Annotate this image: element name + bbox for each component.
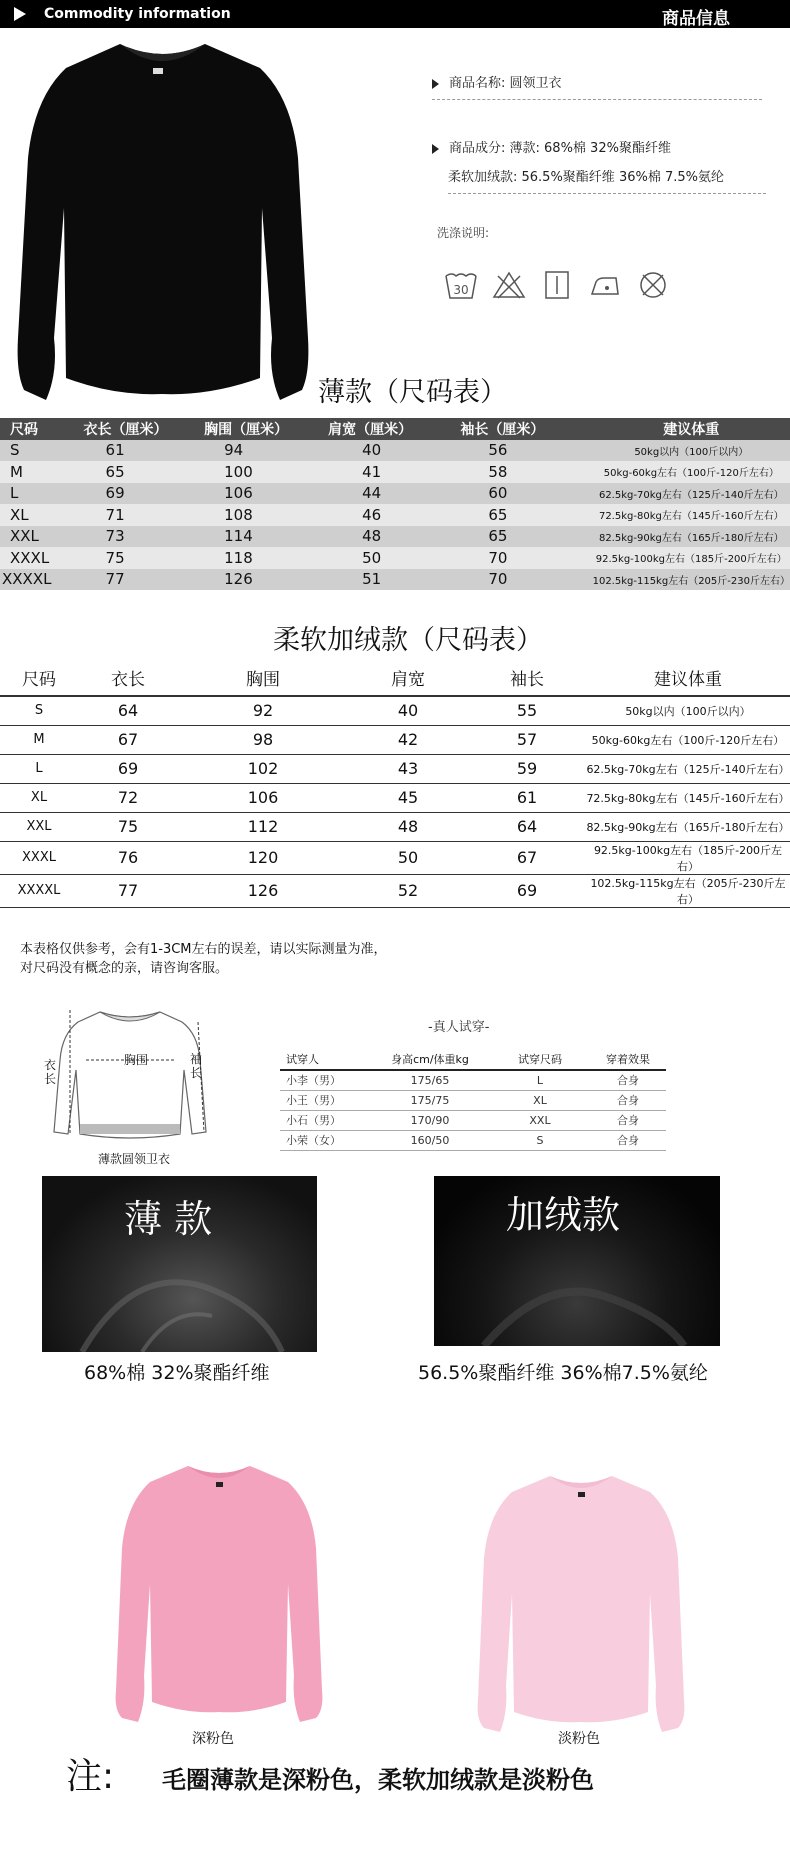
diagram-chest-label: 胸围 [124, 1053, 149, 1067]
fleece-fabric-image [434, 1176, 720, 1346]
disclaimer-line-1: 本表格仅供参考，会有1-3CM左右的误差，请以实际测量为准， [20, 942, 387, 957]
cell: 40 [348, 696, 468, 725]
cell: 50kg以内（100斤以内） [583, 440, 790, 462]
cell: 合身 [590, 1090, 666, 1110]
cell: 43 [348, 754, 468, 783]
cell: 55 [468, 696, 586, 725]
thin-fabric-title: 薄 款 [124, 1197, 213, 1241]
table-row [0, 754, 790, 783]
cell: 69 [74, 483, 195, 505]
cell: 102 [178, 754, 348, 783]
cell: 67 [78, 725, 178, 754]
cell: 50 [348, 841, 468, 874]
th-sleeve: 袖长（厘米） [450, 418, 582, 440]
no-dryclean-icon [636, 270, 670, 300]
cell: 72.5kg-80kg左右（145斤-160斤左右） [586, 783, 790, 812]
cell: 小李（男） [280, 1070, 370, 1090]
cell: 40 [318, 440, 450, 462]
fleece-header-row [0, 660, 790, 696]
th-person: 试穿人 [280, 1048, 370, 1070]
cell: 50kg-60kg左右（100斤-120斤左右） [583, 461, 790, 483]
thin-fabric-desc: 68%棉 32%聚酯纤维 [84, 1362, 270, 1384]
thin-header-row [0, 418, 790, 440]
fit-table [280, 1048, 666, 1151]
table-row [0, 547, 790, 569]
cell: 46 [318, 504, 450, 526]
cell: 72 [78, 783, 178, 812]
cell: XXXL [0, 547, 74, 569]
table-row [0, 526, 790, 548]
cell: 92 [178, 696, 348, 725]
cell: 合身 [590, 1110, 666, 1130]
cell: 61 [74, 440, 195, 462]
th-length: 衣长（厘米） [74, 418, 195, 440]
cell: 120 [178, 841, 348, 874]
cell: 77 [78, 874, 178, 907]
table-row [280, 1090, 666, 1110]
product-composition [432, 137, 671, 156]
wash-label: 洗涤说明: [437, 226, 490, 240]
th-chest: 胸围（厘米） [194, 418, 318, 440]
table-row [0, 812, 790, 841]
wash-temp-label: 30 [453, 283, 469, 297]
cell: 58 [450, 461, 582, 483]
th-weight: 建议体重 [583, 418, 790, 440]
product-name-text: 商品名称: 圆领卫衣 [449, 76, 562, 91]
play-triangle-icon [14, 7, 26, 21]
table-row [280, 1110, 666, 1130]
cell: S [0, 440, 74, 462]
cell: 100 [194, 461, 318, 483]
header-title-en: Commodity information [44, 6, 231, 22]
cell: 65 [450, 504, 582, 526]
cell: L [0, 483, 74, 505]
table-row [0, 461, 790, 483]
cell: 小王（男） [280, 1090, 370, 1110]
th-size: 试穿尺码 [490, 1048, 590, 1070]
th-height-weight: 身高cm/体重kg [370, 1048, 490, 1070]
cell: 114 [194, 526, 318, 548]
cell: 65 [74, 461, 195, 483]
measurement-diagram [50, 1000, 210, 1150]
cell: S [0, 696, 78, 725]
cell: 98 [178, 725, 348, 754]
cell: 92.5kg-100kg左右（185斤-200斤左右） [586, 841, 790, 874]
product-name [432, 72, 762, 100]
table-row [0, 440, 790, 462]
cell: S [490, 1130, 590, 1150]
th-shoulder: 肩宽（厘米） [318, 418, 450, 440]
cell: 合身 [590, 1130, 666, 1150]
cell: 106 [194, 483, 318, 505]
cell: XXXXL [0, 569, 74, 591]
cell: 70 [450, 547, 582, 569]
th-weight: 建议体重 [586, 660, 790, 696]
cell: 50 [318, 547, 450, 569]
cell: XXL [0, 526, 74, 548]
cell: L [490, 1070, 590, 1090]
cell: XL [490, 1090, 590, 1110]
fleece-size-table [0, 660, 790, 908]
thin-size-table [0, 418, 790, 590]
th-length: 衣长 [78, 660, 178, 696]
fleece-fabric-desc: 56.5%聚酯纤维 36%棉7.5%氨纶 [418, 1362, 708, 1384]
cell: 160/50 [370, 1130, 490, 1150]
table-row [0, 696, 790, 725]
table-row [0, 504, 790, 526]
cell: 112 [178, 812, 348, 841]
light-pink-sweatshirt-image [474, 1472, 688, 1734]
diagram-sleeve-label: 袖长 [190, 1052, 203, 1080]
fleece-fabric-title: 加绒款 [506, 1193, 621, 1237]
cell: 76 [78, 841, 178, 874]
composition-text: 商品成分: 薄款: 68%棉 32%聚酯纤维 [449, 141, 671, 156]
cell: M [0, 461, 74, 483]
thin-fabric-image [42, 1176, 317, 1352]
iron-low-icon [588, 270, 622, 300]
table-row [280, 1070, 666, 1090]
cell: M [0, 725, 78, 754]
cell: 52 [348, 874, 468, 907]
table-row [280, 1130, 666, 1150]
cell: 170/90 [370, 1110, 490, 1130]
black-sweatshirt-image [10, 38, 315, 408]
cell: 64 [78, 696, 178, 725]
disclaimer-line-2: 对尺码没有概念的亲，请咨询客服。 [20, 961, 229, 976]
thin-size-title: 薄款（尺码表） [318, 377, 507, 408]
cell: 102.5kg-115kg左右（205斤-230斤左右） [583, 569, 790, 591]
note-prefix: 注: [66, 1756, 115, 1797]
light-pink-label: 淡粉色 [558, 1731, 600, 1747]
fit-title: -真人试穿- [428, 1020, 490, 1035]
no-bleach-icon [492, 270, 526, 300]
cell: 69 [468, 874, 586, 907]
cell: XXL [490, 1110, 590, 1130]
cell: 82.5kg-90kg左右（165斤-180斤左右） [586, 812, 790, 841]
cell: 62.5kg-70kg左右（125斤-140斤左右） [586, 754, 790, 783]
diagram-caption: 薄款圆领卫衣 [98, 1152, 171, 1166]
cell: 175/65 [370, 1070, 490, 1090]
cell: 118 [194, 547, 318, 569]
cell: 175/75 [370, 1090, 490, 1110]
cell: 106 [178, 783, 348, 812]
th-size: 尺码 [0, 418, 74, 440]
cell: 65 [450, 526, 582, 548]
cell: 小石（男） [280, 1110, 370, 1130]
product-composition-2: 柔软加绒款: 56.5%聚酯纤维 36%棉 7.5%氨纶 [448, 166, 766, 194]
cell: 64 [468, 812, 586, 841]
cell: 57 [468, 725, 586, 754]
cell: 72.5kg-80kg左右（145斤-160斤左右） [583, 504, 790, 526]
disclaimer [20, 940, 387, 978]
cell: 42 [348, 725, 468, 754]
cell: 44 [318, 483, 450, 505]
hang-dry-icon [540, 270, 574, 300]
cell: XL [0, 783, 78, 812]
table-row [0, 725, 790, 754]
cell: 48 [348, 812, 468, 841]
table-row [0, 483, 790, 505]
cell: XL [0, 504, 74, 526]
table-row [0, 783, 790, 812]
cell: 70 [450, 569, 582, 591]
table-row [0, 874, 790, 907]
cell: 51 [318, 569, 450, 591]
cell: 73 [74, 526, 195, 548]
cell: 45 [348, 783, 468, 812]
cell: 50kg-60kg左右（100斤-120斤左右） [586, 725, 790, 754]
cell: XXXL [0, 841, 78, 874]
cell: 60 [450, 483, 582, 505]
dark-pink-label: 深粉色 [192, 1731, 234, 1747]
cell: 102.5kg-115kg左右（205斤-230斤左右） [586, 874, 790, 907]
cell: 126 [178, 874, 348, 907]
cell: 59 [468, 754, 586, 783]
cell: 82.5kg-90kg左右（165斤-180斤左右） [583, 526, 790, 548]
cell: 77 [74, 569, 195, 591]
cell: 126 [194, 569, 318, 591]
cell: 50kg以内（100斤以内） [586, 696, 790, 725]
wash-30-icon [444, 270, 478, 300]
th-size: 尺码 [0, 660, 78, 696]
cell: 69 [78, 754, 178, 783]
cell: 108 [194, 504, 318, 526]
th-shoulder: 肩宽 [348, 660, 468, 696]
note-text: 毛圈薄款是深粉色，柔软加绒款是淡粉色 [162, 1766, 594, 1794]
cell: XXXXL [0, 874, 78, 907]
th-chest: 胸围 [178, 660, 348, 696]
cell: 41 [318, 461, 450, 483]
wash-icons-row [444, 270, 670, 300]
cell: 合身 [590, 1070, 666, 1090]
cell: 75 [74, 547, 195, 569]
cell: 94 [194, 440, 318, 462]
cell: 56 [450, 440, 582, 462]
cell: 75 [78, 812, 178, 841]
cell: XXL [0, 812, 78, 841]
bullet-icon [432, 79, 439, 89]
th-sleeve: 袖长 [468, 660, 586, 696]
bullet-icon [432, 144, 439, 154]
th-effect: 穿着效果 [590, 1048, 666, 1070]
cell: 67 [468, 841, 586, 874]
cell: 小荣（女） [280, 1130, 370, 1150]
fit-header-row [280, 1048, 666, 1070]
fleece-size-title: 柔软加绒款（尺码表） [273, 625, 543, 656]
table-row [0, 569, 790, 591]
diagram-length-label: 衣长 [44, 1058, 57, 1086]
header-title-cn: 商品信息 [662, 9, 730, 29]
cell: 71 [74, 504, 195, 526]
cell: 62.5kg-70kg左右（125斤-140斤左右） [583, 483, 790, 505]
table-row [0, 841, 790, 874]
cell: 48 [318, 526, 450, 548]
cell: L [0, 754, 78, 783]
cell: 92.5kg-100kg左右（185斤-200斤左右） [583, 547, 790, 569]
cell: 61 [468, 783, 586, 812]
header-bar [0, 0, 790, 28]
dark-pink-sweatshirt-image [112, 1462, 326, 1724]
